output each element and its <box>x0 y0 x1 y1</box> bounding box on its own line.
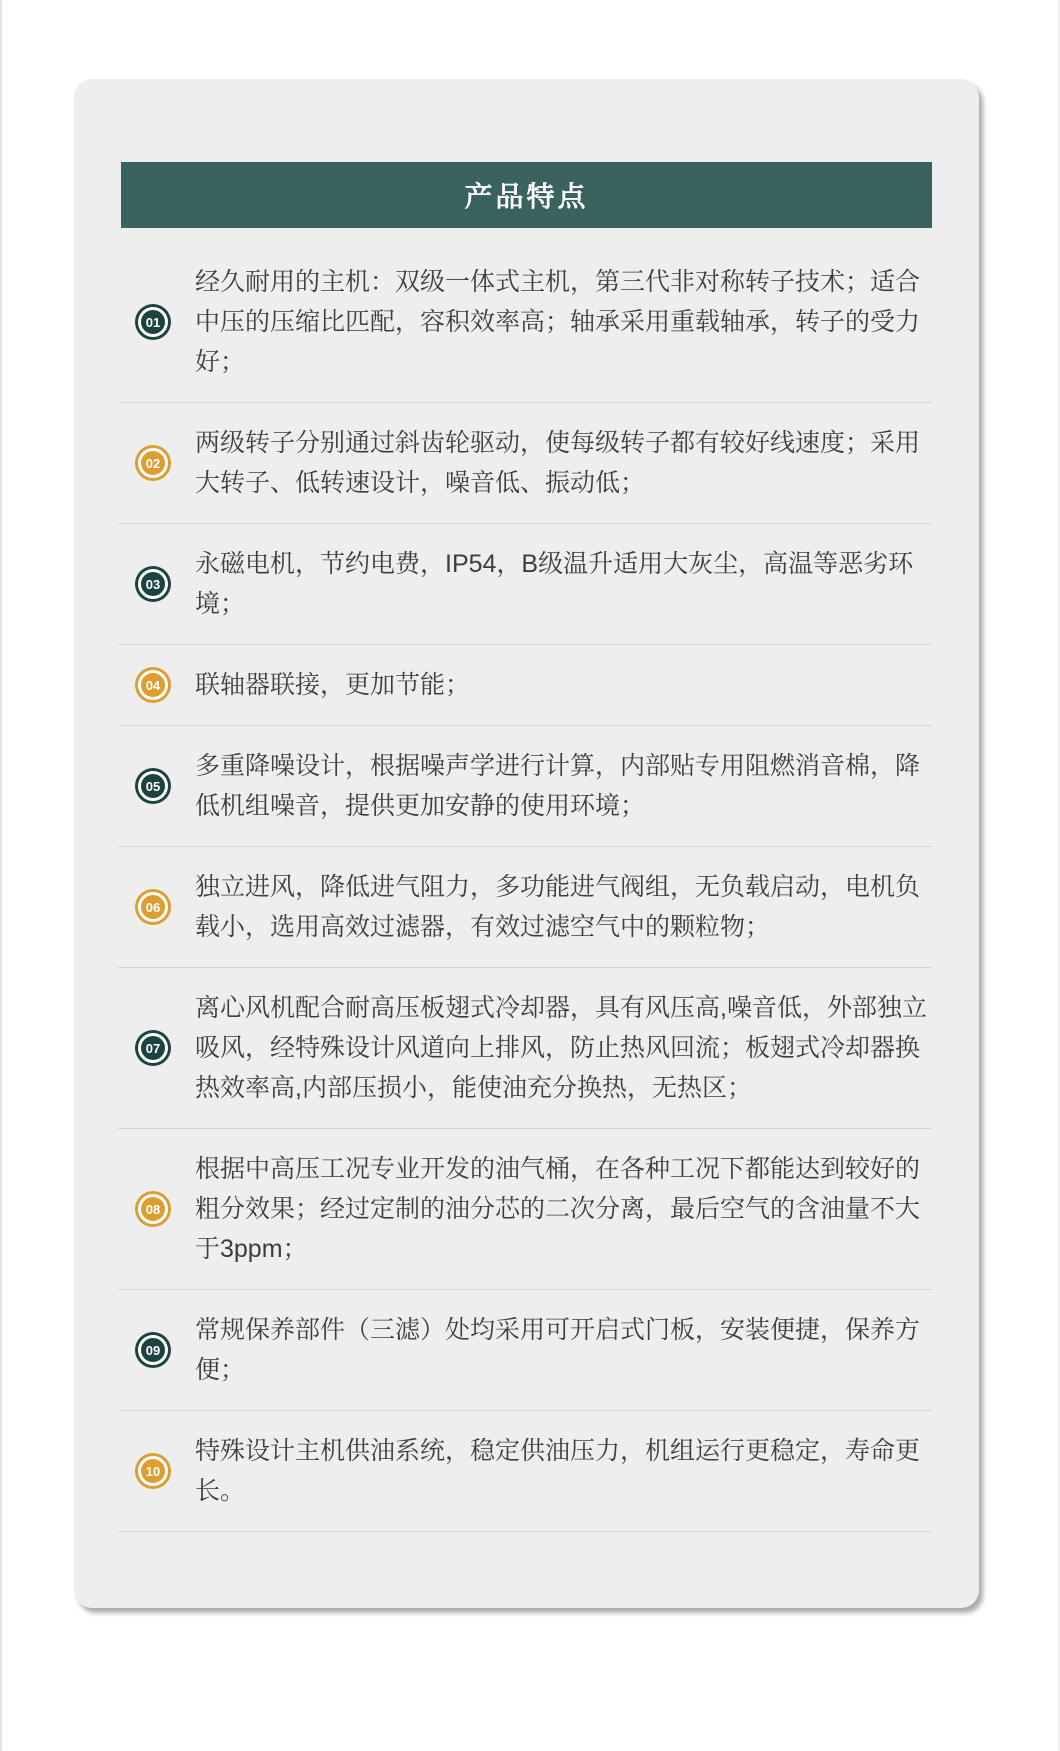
feature-item <box>118 1129 932 1290</box>
feature-number-badge <box>138 1033 168 1063</box>
feature-text: 永磁电机，节约电费，IP54，B级温升适用大灰尘，高温等恶劣环境； <box>195 550 914 618</box>
feature-number: 06 <box>145 899 161 915</box>
feature-number: 03 <box>145 576 161 592</box>
feature-item <box>118 403 932 524</box>
feature-text: 独立进风，降低进气阻力，多功能进气阀组，无负载启动，电机负载小，选用高效过滤器，有效过滤空气中的颗粒物； <box>195 873 921 941</box>
feature-text: 多重降噪设计，根据噪声学进行计算，内部贴专用阻燃消音棉，降低机组噪音，提供更加安静的使用环境； <box>195 752 921 820</box>
feature-number-badge <box>138 1194 168 1224</box>
feature-item <box>118 847 932 968</box>
section-title-bar <box>121 162 932 228</box>
feature-item <box>118 1290 932 1411</box>
feature-text: 特殊设计主机供油系统，稳定供油压力，机组运行更稳定，寿命更长。 <box>195 1437 921 1505</box>
section-title: 产品特点 <box>464 181 589 212</box>
feature-number-badge <box>138 1456 168 1486</box>
feature-number: 02 <box>145 455 161 471</box>
feature-number: 04 <box>145 677 161 693</box>
feature-number-badge <box>138 892 168 922</box>
product-features-card <box>74 79 979 1608</box>
feature-item <box>118 726 932 847</box>
feature-number: 01 <box>145 314 161 330</box>
feature-number-badge <box>138 448 168 478</box>
feature-number-badge <box>138 307 168 337</box>
feature-number-badge <box>138 771 168 801</box>
feature-item <box>118 645 932 726</box>
feature-text: 离心风机配合耐高压板翅式冷却器，具有风压高,噪音低，外部独立吸风，经特殊设计风道向上排风，防止热风回流；板翅式冷却器换热效率高,内部压损小，能使油充分换热，无热区； <box>195 994 927 1102</box>
feature-text: 常规保养部件（三滤）处均采用可开启式门板，安装便捷，保养方便； <box>195 1316 921 1384</box>
feature-number: 10 <box>145 1463 161 1479</box>
feature-item <box>118 524 932 645</box>
feature-item <box>118 242 932 403</box>
feature-item <box>118 968 932 1129</box>
feature-number-badge <box>138 569 168 599</box>
features-list <box>118 242 932 1532</box>
feature-number-badge <box>138 1335 168 1365</box>
feature-number: 05 <box>145 778 161 794</box>
feature-text: 两级转子分别通过斜齿轮驱动，使每级转子都有较好线速度；采用大转子、低转速设计，噪音低、振动低； <box>195 429 921 497</box>
feature-number: 09 <box>145 1342 161 1358</box>
feature-number: 08 <box>145 1201 161 1217</box>
feature-text: 根据中高压工况专业开发的油气桶，在各种工况下都能达到较好的粗分效果；经过定制的油分芯的二次分离，最后空气的含油量不大于3ppm； <box>195 1155 921 1263</box>
feature-item <box>118 1411 932 1532</box>
feature-number-badge <box>138 670 168 700</box>
feature-number: 07 <box>145 1040 161 1056</box>
feature-text: 联轴器联接，更加节能； <box>195 671 471 699</box>
feature-text: 经久耐用的主机：双级一体式主机，第三代非对称转子技术；适合中压的压缩比匹配，容积效率高；轴承采用重载轴承，转子的受力好； <box>195 268 921 376</box>
